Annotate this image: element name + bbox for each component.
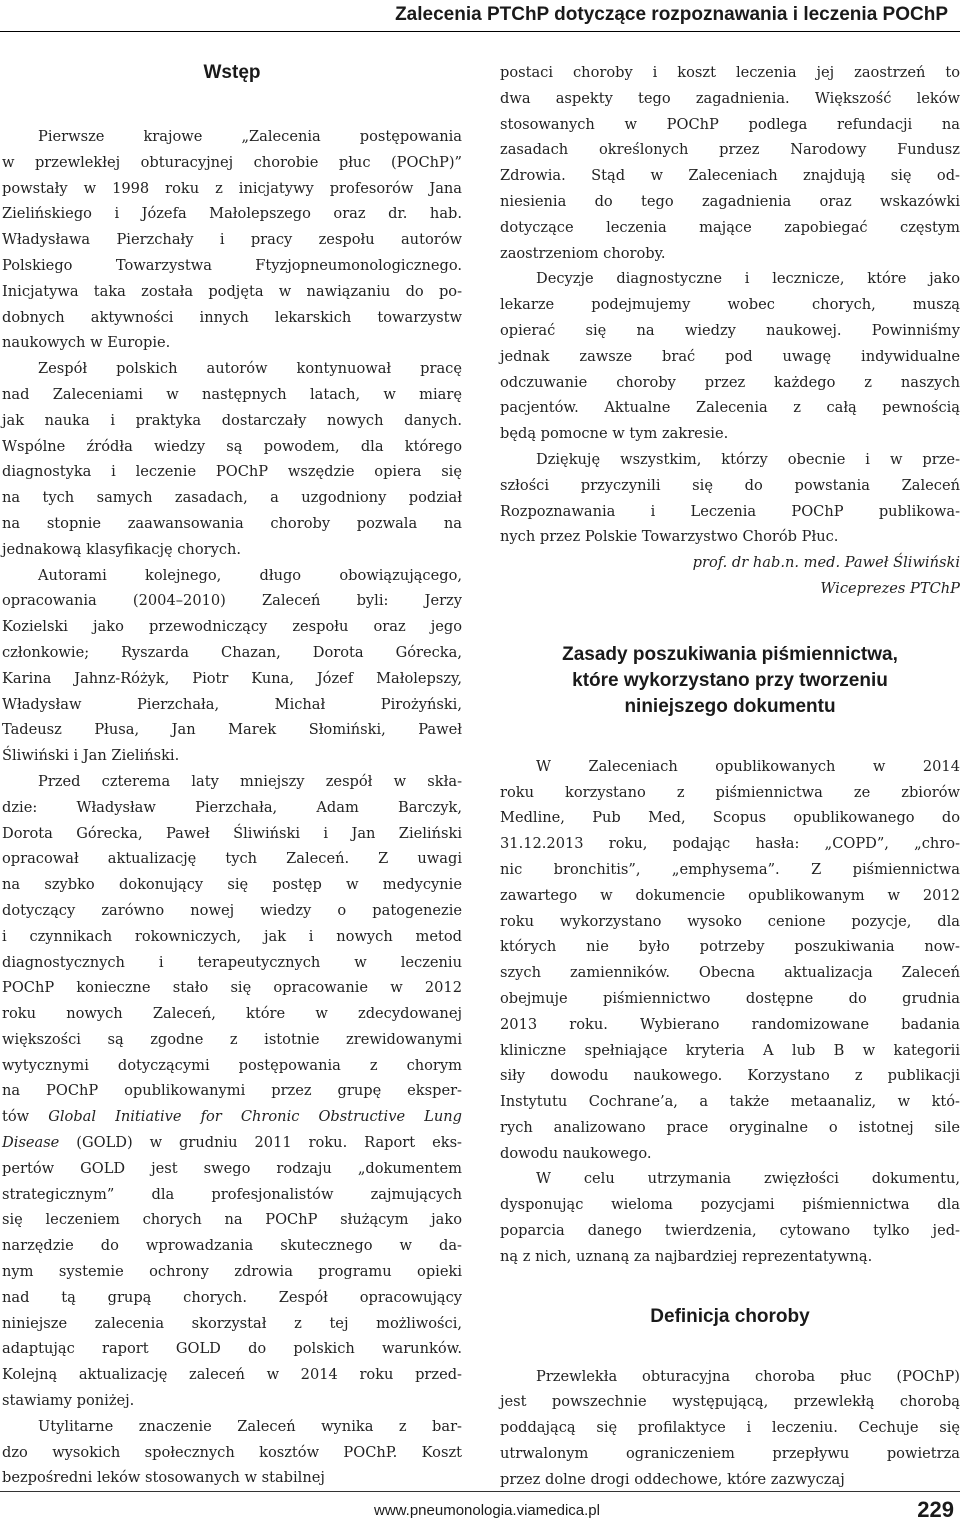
literature-section-body (500, 754, 960, 1270)
text-line: Polskiego Towarzystwa Ftyzjopneumonologicznego. (2, 256, 462, 274)
text-line: Autorami kolejnego, długo obowiązującego, (38, 566, 462, 584)
text-line: na stopnie zaawansowania choroby pozwala na (2, 514, 462, 532)
text-line: Przewlekła obturacyjna choroba płuc (POChP) (536, 1367, 960, 1385)
text-line: nad tą grupą chorych. Zespół opracowujący (2, 1288, 462, 1306)
text-line: roku nowych Zaleceń, które w zdecydowanej (2, 1005, 462, 1023)
text-line: większości są zgodne z istotnie zrewidowanymi (2, 1030, 462, 1048)
text-line: obejmuje piśmiennictwo dostępne do grudnia (500, 989, 960, 1007)
text-line: Rozpoznawania i Leczenia POChP publikowa- (500, 502, 960, 520)
text-line: zaostrzeniom choroby. (500, 244, 666, 262)
text-line: postaci choroby i koszt leczenia jej zaostrzeń to (500, 64, 960, 81)
running-header-title: Zalecenia PTChP dotyczące rozpoznawania i leczenia POChP (395, 4, 948, 25)
paragraph (2, 124, 462, 356)
text-line: dobnych aktywności innych lekarskich towarzystw (2, 308, 462, 326)
section-heading-literature (500, 642, 960, 720)
italic-term: Disease (2, 1134, 60, 1152)
text-line: dysponując wieloma pozycjami piśmiennictwa dla (500, 1196, 960, 1214)
text-line: 2013 roku. Wybierano randomizowane badania (500, 1015, 960, 1033)
text-line: roku wykorzystano wysoko cenione pozycje, dla (500, 912, 960, 930)
text-line: Karina Jahnz-Różyk, Piotr Kuna, Józef Małolepszy, (2, 669, 462, 687)
paragraph (2, 356, 462, 562)
signature-name: prof. dr hab.n. med. Paweł Śliwiński (692, 554, 960, 572)
paragraph (500, 1364, 960, 1493)
text-line: Władysław Pierzchała, Michał Pirożyński, (2, 695, 462, 713)
paragraph (500, 266, 960, 447)
paragraph (500, 754, 960, 1167)
text-line: Zespół polskich autorów kontynuował pracę (38, 360, 462, 378)
text-line: poparcia danego twierdzenia, cytowano tylko jed- (500, 1222, 960, 1240)
text-line: Wspólne źródła wiedzy są powodem, dla którego (2, 437, 462, 455)
text-line: na szybko dokonujący się postęp w medycynie (2, 876, 462, 894)
text-line: opracowania (2004–2010) Zaleceń byli: Jerzy (2, 592, 462, 610)
text-line: Władysława Pierzchały i pracy zespołu autorów (2, 231, 462, 249)
text-line: pacjentów. Aktualne Zalecenia z całą pewnością (500, 399, 960, 417)
text-line: W Zaleceniach opublikowanych w 2014 (536, 757, 960, 775)
text-line: zawartego w dokumencie opublikowanym w 2012 (500, 886, 960, 904)
text-line: diagnostycznych i terapeutycznych w leczeniu (2, 953, 462, 971)
text-line: utrwalonym ograniczeniem przepływu powietrza (500, 1445, 960, 1463)
text-line: dotyczące leczenia mające zapobiegać częstym (500, 218, 960, 236)
text-line: Instytutu Cochrane’a, a także metaanaliz, w któ- (500, 1093, 960, 1111)
text-line: jednakową klasyfikację chorych. (2, 540, 242, 558)
text-line: lekarze podejmujemy wobec chorych, muszą (500, 296, 960, 314)
text-line: Kozielski jako przewodniczący zespołu oraz jego (2, 618, 462, 636)
text-line: bezpośredni leków stosowanych w stabilnej (2, 1469, 325, 1487)
text-line: diagnostyka i leczenie POChP wszędzie opiera się (2, 463, 462, 481)
left-column (2, 60, 462, 1491)
text-line: strategicznym” dla profesjonalistów zajmujących (2, 1185, 462, 1203)
signature-role: Wiceprezes PTChP (820, 579, 960, 597)
text-line: 31.12.2013 roku, podając hasła: „COPD”, „chro- (500, 835, 960, 853)
text-line: w przewlekłej obturacyjnej chorobie płuc (POChP)” (2, 153, 462, 171)
text-line: jest powszechnie występującą, przewlekłą chorobą (500, 1393, 960, 1411)
text-line: przez dolne drogi oddechowe, które zazwyczaj (500, 1470, 845, 1488)
section-heading-line: Zasady poszukiwania piśmiennictwa, (562, 643, 898, 665)
text-line: Dziękuję wszystkim, którzy obecnie i w prze- (536, 450, 960, 468)
text-line: stosowanych w POChP podlega refundacji na (500, 115, 960, 133)
italic-term: Global Initiative for Chronic Obstructive Lung (48, 1108, 462, 1126)
text-line: dzo wysokich społecznych kosztów POChP. Koszt (2, 1443, 462, 1461)
text-line: jednak zawsze brać pod uwagę indywidualne (500, 347, 960, 365)
text-line: będą pomocne w tym zakresie. (500, 425, 729, 443)
section-heading-wstep: Wstęp (203, 62, 261, 83)
text-line: Dorota Górecka, Paweł Śliwiński i Jan Zieliński (2, 824, 462, 842)
section-heading-line: które wykorzystano przy tworzeniu (572, 669, 888, 691)
text-line: nic bronchitis”, „emphysema”. Z piśmiennictwa (500, 860, 960, 878)
text-line: Medline, Pub Med, Scopus opublikowanego do (500, 809, 960, 827)
text-line: Tadeusz Płusa, Jan Marek Słomiński, Paweł (2, 721, 462, 739)
text-line: roku korzystano z piśmiennictwa ze zbiorów (500, 783, 960, 801)
text-line: odczuwanie choroby przez każdego z naszych (500, 373, 960, 391)
footer-rule (0, 1491, 960, 1492)
running-header (0, 0, 960, 30)
text-line: siły dowodu naukowego. Korzystano z publikacji (500, 1067, 960, 1085)
text-line: Inicjatywa taka została podjęta w nawiązaniu do po- (2, 282, 462, 300)
text-line: pertów GOLD jest swego rodzaju „dokumentem (2, 1159, 462, 1177)
text-line: Disease (GOLD) w grudniu 2011 roku. Raport eks- (2, 1134, 462, 1152)
text-line: niniejsze zalecenia skorzystał z tej możliwości, (2, 1314, 462, 1332)
text-line: na tych samych zasadach, a uzgodniony podział (2, 489, 462, 507)
right-column (500, 60, 960, 1493)
text-line: Decyzje diagnostyczne i lecznicze, które jako (536, 270, 960, 288)
text-line: jak nauka i praktyka dostarczały nowych danych. (2, 411, 462, 429)
definition-section-body (500, 1364, 960, 1493)
text-line: na POChP opublikowanymi przez grupę eksper- (2, 1082, 462, 1100)
text-line: kliniczne spełniające kryteria A lub B w kategorii (500, 1041, 960, 1059)
text-line: zasadach określonych przez Narodowy Fundusz (500, 141, 960, 159)
text-line: szłości przyczynili się do powstania Zaleceń (500, 476, 960, 494)
text-line: ną z nich, uznaną za najbardziej reprezentatywną. (500, 1247, 873, 1265)
text-line: członkowie; Ryszarda Chazan, Dorota Górecka, (2, 643, 462, 661)
text-line: POChP konieczne stało się opracowanie w 2012 (2, 979, 462, 997)
text-line: W celu utrzymania zwięzłości dokumentu, (536, 1170, 960, 1188)
text-line: dwa aspekty tego zagadnienia. Większość leków (500, 89, 960, 107)
paragraph (2, 1414, 462, 1491)
text-line: niesienia do tego zagadnienia oraz wskazówki (500, 192, 960, 210)
text-line: dowodu naukowego. (500, 1144, 652, 1162)
text-line: poddającą się profilaktyce i leczeniu. Cechuje się (500, 1419, 960, 1437)
text-line: powstały w 1998 roku z inicjatywy profesorów Jana (2, 179, 462, 197)
text-line: adaptując raport GOLD do polskich warunków. (2, 1340, 462, 1358)
text-line: nad Zaleceniami w następnych latach, w miarę (2, 385, 462, 403)
paragraph (2, 769, 462, 1414)
header-rule (0, 31, 960, 32)
text-line: opracował aktualizację tych Zaleceń. Z uwagi (2, 850, 462, 868)
text-line: Przed czterema laty mniejszy zespół w skła- (38, 772, 462, 790)
text-line: Pierwsze krajowe „Zalecenia postępowania (38, 128, 462, 145)
paragraph (500, 1166, 960, 1269)
text-line: Utylitarne znaczenie Zaleceń wynika z bar- (38, 1417, 462, 1435)
text-line: wytycznymi dotyczącymi postępowania z chorym (2, 1056, 462, 1074)
text-line: Śliwiński i Jan Zieliński. (2, 747, 180, 765)
text-line: Zdrowia. Stąd w Zaleceniach znajdują się od- (500, 167, 960, 185)
page-number: 229 (917, 1497, 954, 1522)
footer-url[interactable]: www.pneumonologia.viamedica.pl (374, 1502, 600, 1519)
right-column-intro (500, 60, 960, 550)
text-line: tów Global Initiative for Chronic Obstructive Lung (2, 1108, 462, 1126)
text-line: opierać się na wiedzy naukowej. Powinniśmy (500, 321, 960, 339)
text-line: nych przez Polskie Towarzystwo Chorób Płuc. (500, 528, 839, 546)
text-line: i czynnikach rokowniczych, jak i nowych metod (2, 927, 462, 945)
left-column-body (2, 124, 462, 1491)
section-heading-line: niniejszego dokumentu (624, 695, 836, 717)
text-line: naukowych w Europie. (2, 334, 171, 352)
text-line: stawiamy poniżej. (2, 1392, 135, 1410)
text-line: Kolejną aktualizację zaleceń w 2014 roku przed- (2, 1366, 462, 1384)
text-line: nym systemie ochrony zdrowia programu opieki (2, 1263, 462, 1281)
text-line: szych zamienników. Obecna aktualizacja Zaleceń (500, 964, 960, 982)
paragraph (500, 447, 960, 550)
text-line: dzie: Władysław Pierzchała, Adam Barczyk, (2, 798, 462, 816)
paragraph (500, 60, 960, 266)
text-line: narzędzie do wprowadzania skutecznego w da- (2, 1237, 462, 1255)
paragraph (2, 563, 462, 769)
text-line: dotyczący zarówno nowej wiedzy o patogenezie (2, 901, 462, 919)
text-line: Zielińskiego i Józefa Małolepszego oraz dr. hab. (2, 205, 462, 223)
text-line: się leczeniem chorych na POChP służącym jako (2, 1211, 462, 1229)
text-line: rych analizowano prace oryginalne o istotnej sile (500, 1118, 960, 1136)
text-line: których nie było potrzeby poszukiwania now- (500, 938, 960, 956)
section-heading-definicja: Definicja choroby (650, 1305, 810, 1327)
